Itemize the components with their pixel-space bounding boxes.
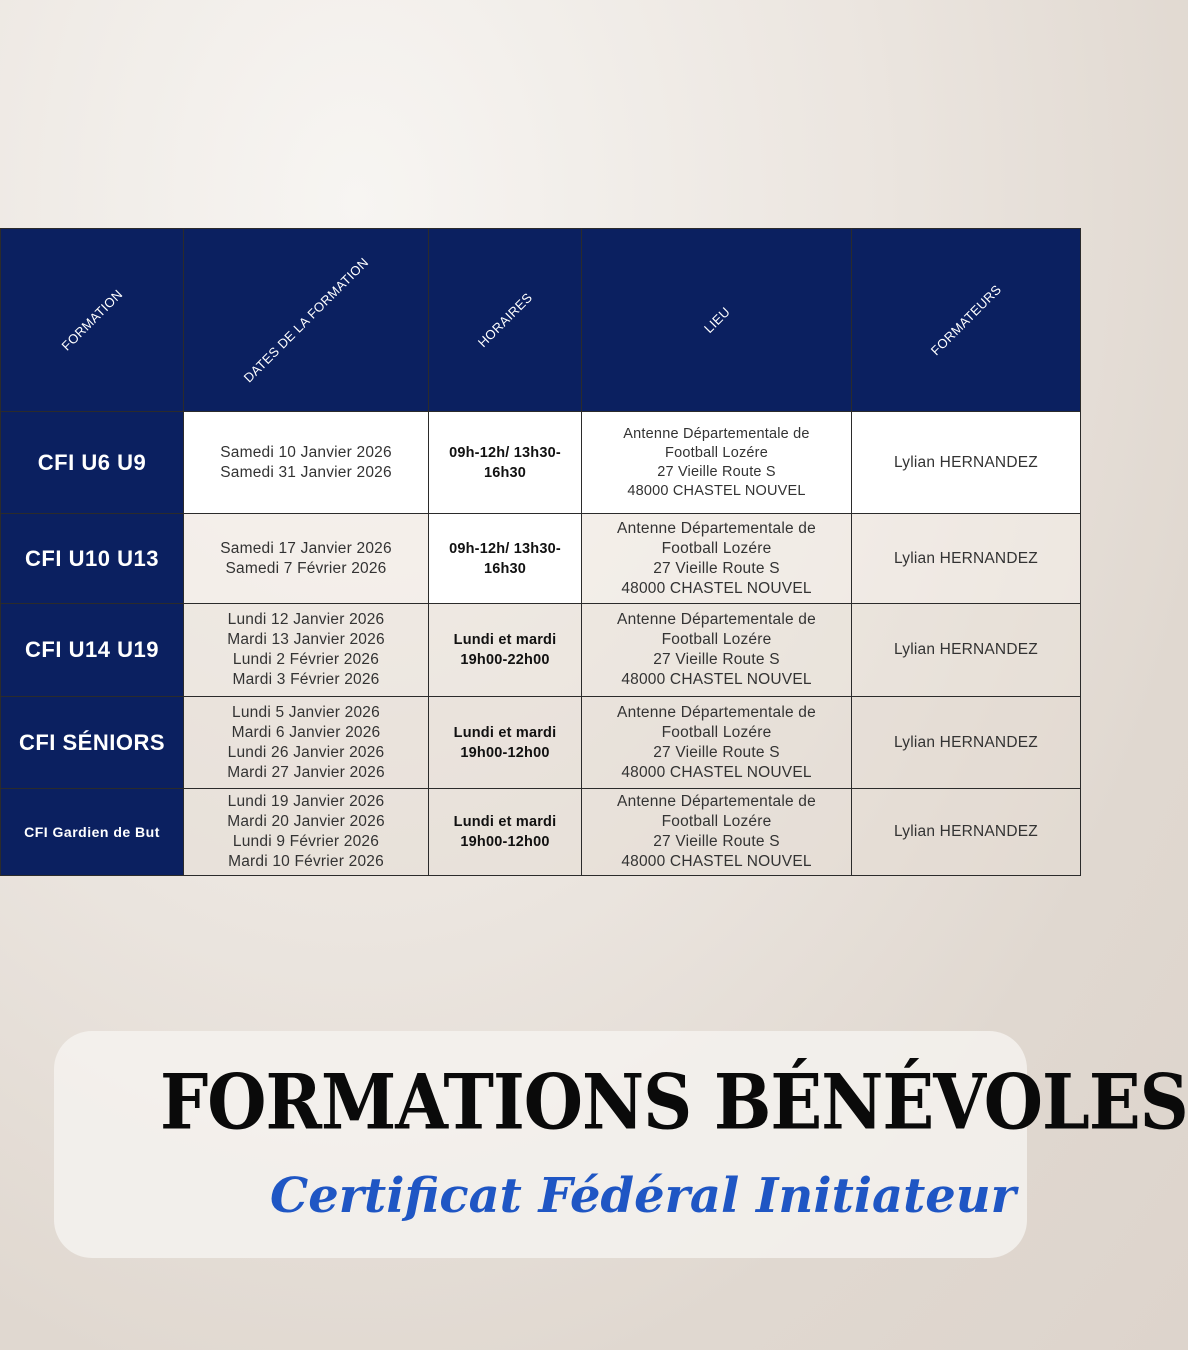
formateur-cell: Lylian HERNANDEZ	[852, 604, 1081, 697]
horaires-cell: Lundi et mardi 19h00-12h00	[429, 789, 582, 876]
header-lieu: LIEU	[582, 229, 852, 412]
header-formation: FORMATION	[1, 229, 184, 412]
table-row	[1, 412, 1081, 514]
table-row	[1, 514, 1081, 604]
banner-subtitle: Certificat Fédéral Initiateur	[270, 1168, 1016, 1224]
lieu-cell: Antenne Départementale de Football Lozére 27 Vieille Route S 48000 CHASTEL NOUVEL	[582, 412, 852, 514]
formation-name: CFI U14 U19	[1, 604, 184, 697]
formation-name: CFI U10 U13	[1, 514, 184, 604]
horaires-cell: 09h-12h/ 13h30- 16h30	[429, 412, 582, 514]
formation-name: CFI SÉNIORS	[1, 697, 184, 789]
dates-cell: Lundi 5 Janvier 2026 Mardi 6 Janvier 2026 Lundi 26 Janvier 2026 Mardi 27 Janvier 2026	[184, 697, 429, 789]
dates-cell: Samedi 17 Janvier 2026 Samedi 7 Février 2026	[184, 514, 429, 604]
formation-schedule-table	[0, 228, 1081, 876]
formateur-cell: Lylian HERNANDEZ	[852, 412, 1081, 514]
lieu-cell: Antenne Départementale de Football Lozére 27 Vieille Route S 48000 CHASTEL NOUVEL	[582, 697, 852, 789]
dates-cell: Lundi 12 Janvier 2026 Mardi 13 Janvier 2026 Lundi 2 Février 2026 Mardi 3 Février 2026	[184, 604, 429, 697]
table-row	[1, 604, 1081, 697]
formation-name: CFI Gardien de But	[1, 789, 184, 876]
dates-cell: Samedi 10 Janvier 2026 Samedi 31 Janvier 2026	[184, 412, 429, 514]
formateur-cell: Lylian HERNANDEZ	[852, 697, 1081, 789]
table-row	[1, 789, 1081, 876]
header-horaires: HORAIRES	[429, 229, 582, 412]
horaires-cell: Lundi et mardi 19h00-22h00	[429, 604, 582, 697]
horaires-cell: Lundi et mardi 19h00-12h00	[429, 697, 582, 789]
table-row	[1, 697, 1081, 789]
formateur-cell: Lylian HERNANDEZ	[852, 514, 1081, 604]
header-formateurs: FORMATEURS	[852, 229, 1081, 412]
dates-cell: Lundi 19 Janvier 2026 Mardi 20 Janvier 2026 Lundi 9 Février 2026 Mardi 10 Février 2026	[184, 789, 429, 876]
formation-name: CFI U6 U9	[1, 412, 184, 514]
lieu-cell: Antenne Départementale de Football Lozére 27 Vieille Route S 48000 CHASTEL NOUVEL	[582, 604, 852, 697]
lieu-cell: Antenne Départementale de Football Lozére 27 Vieille Route S 48000 CHASTEL NOUVEL	[582, 789, 852, 876]
formateur-cell: Lylian HERNANDEZ	[852, 789, 1081, 876]
header-dates: DATES DE LA FORMATION	[184, 229, 429, 412]
banner-title: FORMATIONS BÉNÉVOLES	[160, 1058, 1188, 1148]
table-header-row	[1, 229, 1081, 412]
horaires-cell: 09h-12h/ 13h30- 16h30	[429, 514, 582, 604]
lieu-cell: Antenne Départementale de Football Lozére 27 Vieille Route S 48000 CHASTEL NOUVEL	[582, 514, 852, 604]
